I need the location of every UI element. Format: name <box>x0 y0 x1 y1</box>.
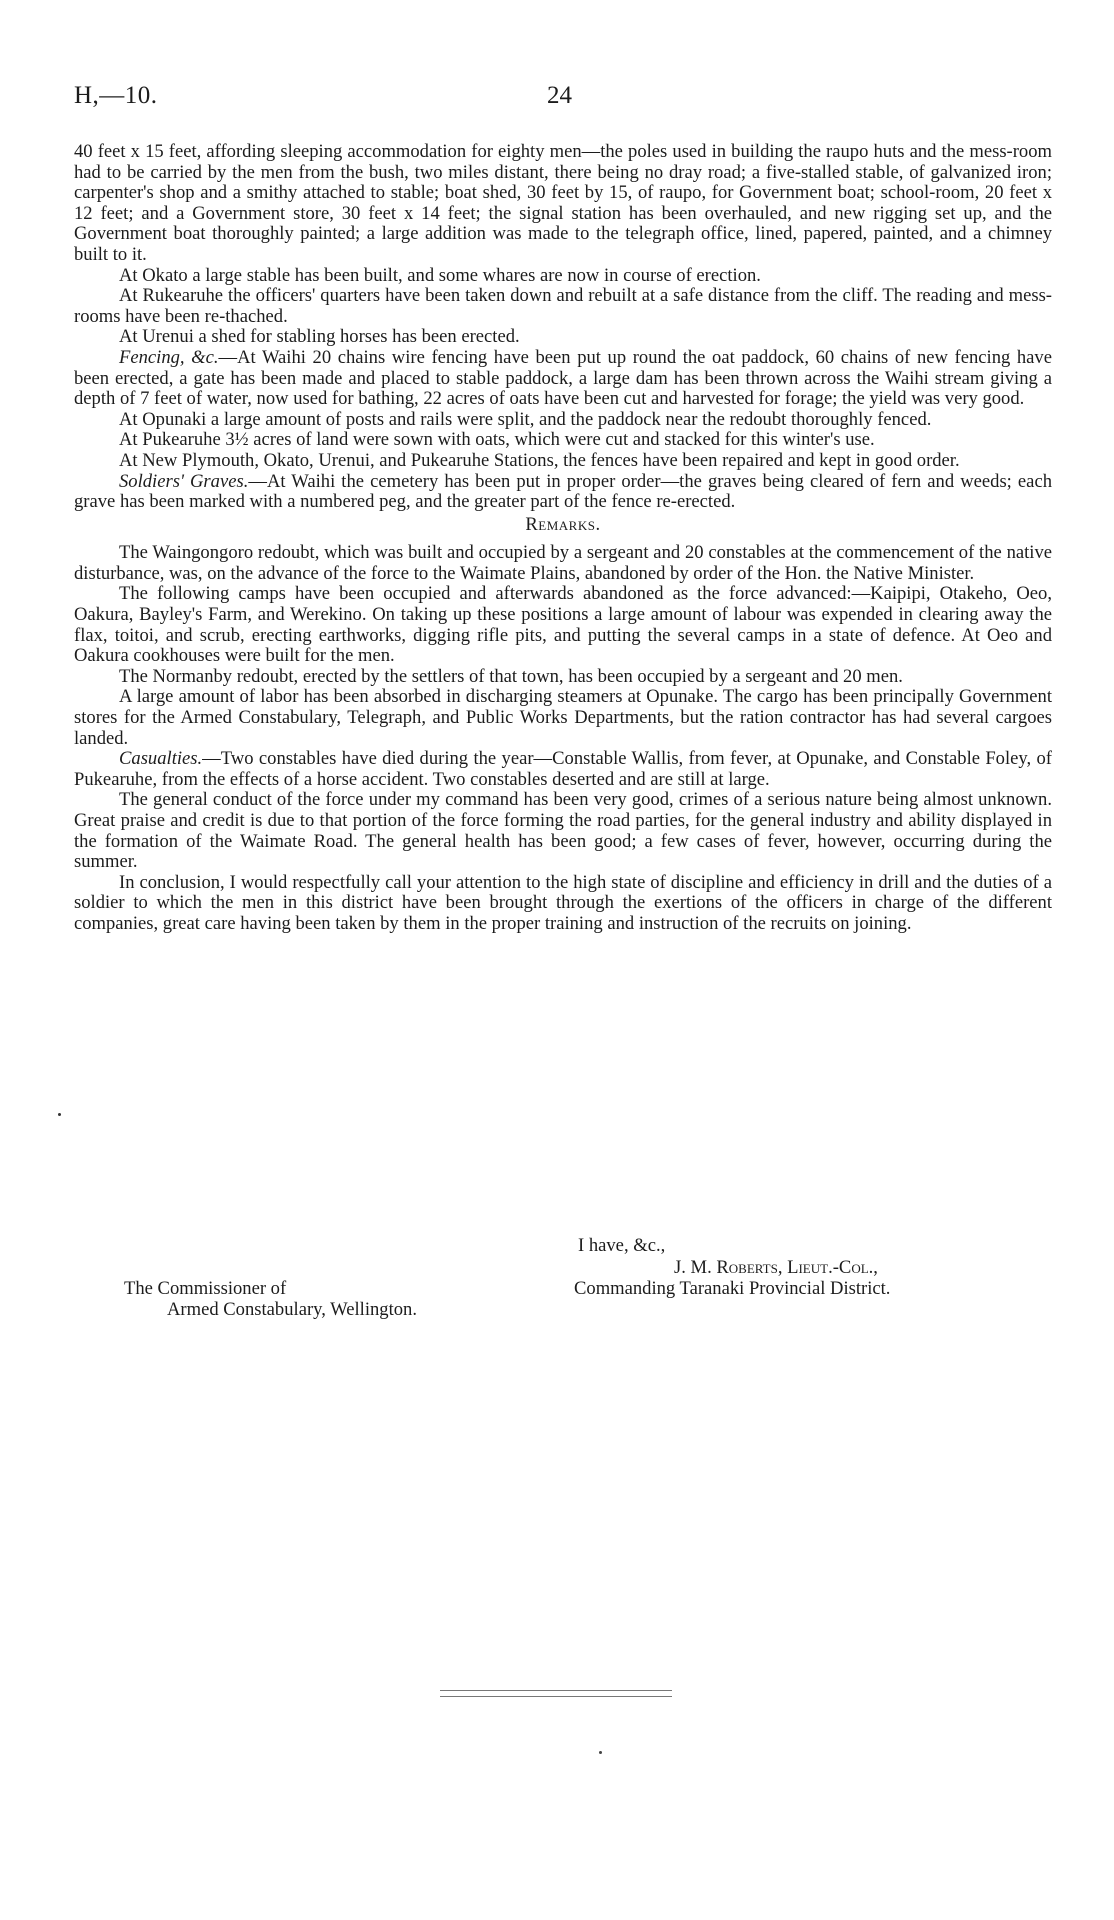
paragraph-text: A large amount of labor has been absorbed in discharging steamers at Opunake. The cargo has been principally Government stores for the Armed Constabulary, Telegraph, and Public Works Departments, but the ration contractor has had several cargoes landed. <box>74 686 1052 749</box>
paragraph-text: The general conduct of the force under my command has been very good, crimes of a serious nature being almost unknown. Great praise and credit is due to that portion of the force forming the road parties, for the general industry and ability displayed in the formation of the Waimate Road. The general health has been good; a few cases of fever, however, occurring during the summer. <box>74 789 1052 873</box>
paragraph-text: At Opunaki a large amount of posts and rails were split, and the paddock near the redoubt thoroughly fenced. <box>119 408 932 430</box>
signature-line: J. M. Roberts, Lieut.-Col., <box>674 1257 878 1278</box>
paragraph-text: At New Plymouth, Okato, Urenui, and Pukearuhe Stations, the fences have been repaired and kept in good order. <box>119 449 960 471</box>
paragraph <box>74 410 1052 431</box>
paragraph-text: In conclusion, I would respectfully call your attention to the high state of discipline and efficiency in drill and the duties of a soldier to which the men in this district have been brought through the exertions of the officers in charge of the different companies, great care having been taken by them in the proper training and instruction of the recruits on joining. <box>74 871 1052 934</box>
paragraph <box>74 451 1052 472</box>
paragraph <box>74 327 1052 348</box>
closing-line: I have, &c., <box>578 1235 666 1256</box>
paragraph <box>74 584 1052 666</box>
paragraph <box>74 749 1052 790</box>
end-rule <box>440 1690 672 1697</box>
paragraph-text: At Okato a large stable has been built, and some whares are now in course of erection. <box>119 264 761 286</box>
addressee-line-2: Armed Constabulary, Wellington. <box>167 1299 417 1320</box>
paragraph-text: At Pukearuhe 3½ acres of land were sown with oats, which were cut and stacked for this winter's use. <box>119 429 875 451</box>
paragraph-text: The Waingongoro redoubt, which was built and occupied by a sergeant and 20 constables at the commencement of the native disturbance, was, on the advance of the force to the Waimate Plains, abandoned by order of the Hon. the Native Minister. <box>74 542 1052 584</box>
paragraph-text: The Normanby redoubt, erected by the settlers of that town, has been occupied by a sergeant and 20 men. <box>119 665 903 687</box>
paragraph-text: The following camps have been occupied and afterwards abandoned as the force advanced:—Kaipipi, Otakeho, Oeo, Oakura, Bayley's Farm, and Werekino. On taking up these positions a large amount of labour was expended in clearing away the flax, toitoi, and scrub, erecting earthworks, digging rifle pits, and putting the several camps in a state of defence. At Oeo and Oakura cookhouses were built for the men. <box>74 583 1052 667</box>
italic-side-heading: Fencing, &c. <box>119 346 219 368</box>
paragraph <box>74 286 1052 327</box>
italic-side-heading: Soldiers' Graves. <box>119 470 249 492</box>
paragraph-text: 40 feet x 15 feet, affording sleeping accommodation for eighty men—the poles used in building the raupo huts and the mess-room had to be carried by the men from the bush, two miles distant, there being no dray road; a five-stalled stable, of galvanized iron; carpenter's shop and a smithy attached to stable; boat shed, 30 feet by 15, of raupo, for Government boat; school-room, 20 feet x 12 feet; and a Government store, 30 feet x 14 feet; the signal station has been overhauled, and new rigging set up, and the Government boat thoroughly painted; a large addition was made to the telegraph office, lined, papered, painted, and a chimney built to it. <box>74 141 1052 265</box>
addressee-line-1: The Commissioner of <box>124 1278 287 1299</box>
paragraph <box>74 687 1052 749</box>
paragraph <box>74 790 1052 872</box>
paragraph <box>74 667 1052 688</box>
paragraph-text: At Urenui a shed for stabling horses has been erected. <box>119 326 520 348</box>
margin-mark <box>58 1113 61 1116</box>
paragraph <box>74 430 1052 451</box>
paragraph <box>74 348 1052 410</box>
paragraph-text: —At Waihi the cemetery has been put in proper order—the graves being cleared of fern and weeds; each grave has been marked with a numbered peg, and the greater part of the fence re-erected. <box>74 470 1052 513</box>
signatory-title: Commanding Taranaki Provincial District. <box>574 1278 891 1299</box>
paragraph <box>74 543 1052 584</box>
page-speck <box>599 1751 602 1754</box>
paragraph <box>74 142 1052 266</box>
page-number: 24 <box>547 82 572 109</box>
paragraph-text: —At Waihi 20 chains wire fencing have been put up round the oat paddock, 60 chains of new fencing have been erected, a gate has been made and placed to stable paddock, a large dam has been thrown across the Waihi stream giving a depth of 7 feet of water, now used for bathing, 22 acres of oats have been cut and harvested for forage; the yield was very good. <box>74 346 1052 410</box>
italic-side-heading: Casualties. <box>119 748 203 770</box>
body-text <box>74 142 1052 935</box>
section-heading <box>74 515 1052 536</box>
paragraph-text: At Rukearuhe the officers' quarters have been taken down and rebuilt at a safe distance from the cliff. The reading and mess-rooms have been re-thached. <box>74 285 1052 327</box>
paragraph <box>74 873 1052 935</box>
paragraph <box>74 472 1052 513</box>
paragraph-text: Remarks. <box>525 513 601 535</box>
document-reference: H,—10. <box>74 82 158 109</box>
paragraph-text: —Two constables have died during the year—Constable Wallis, from fever, at Opunake, and Constable Foley, of Pukearuhe, from the effects of a horse accident. Two constables deserted and are still at large. <box>74 748 1052 790</box>
paragraph <box>74 266 1052 287</box>
